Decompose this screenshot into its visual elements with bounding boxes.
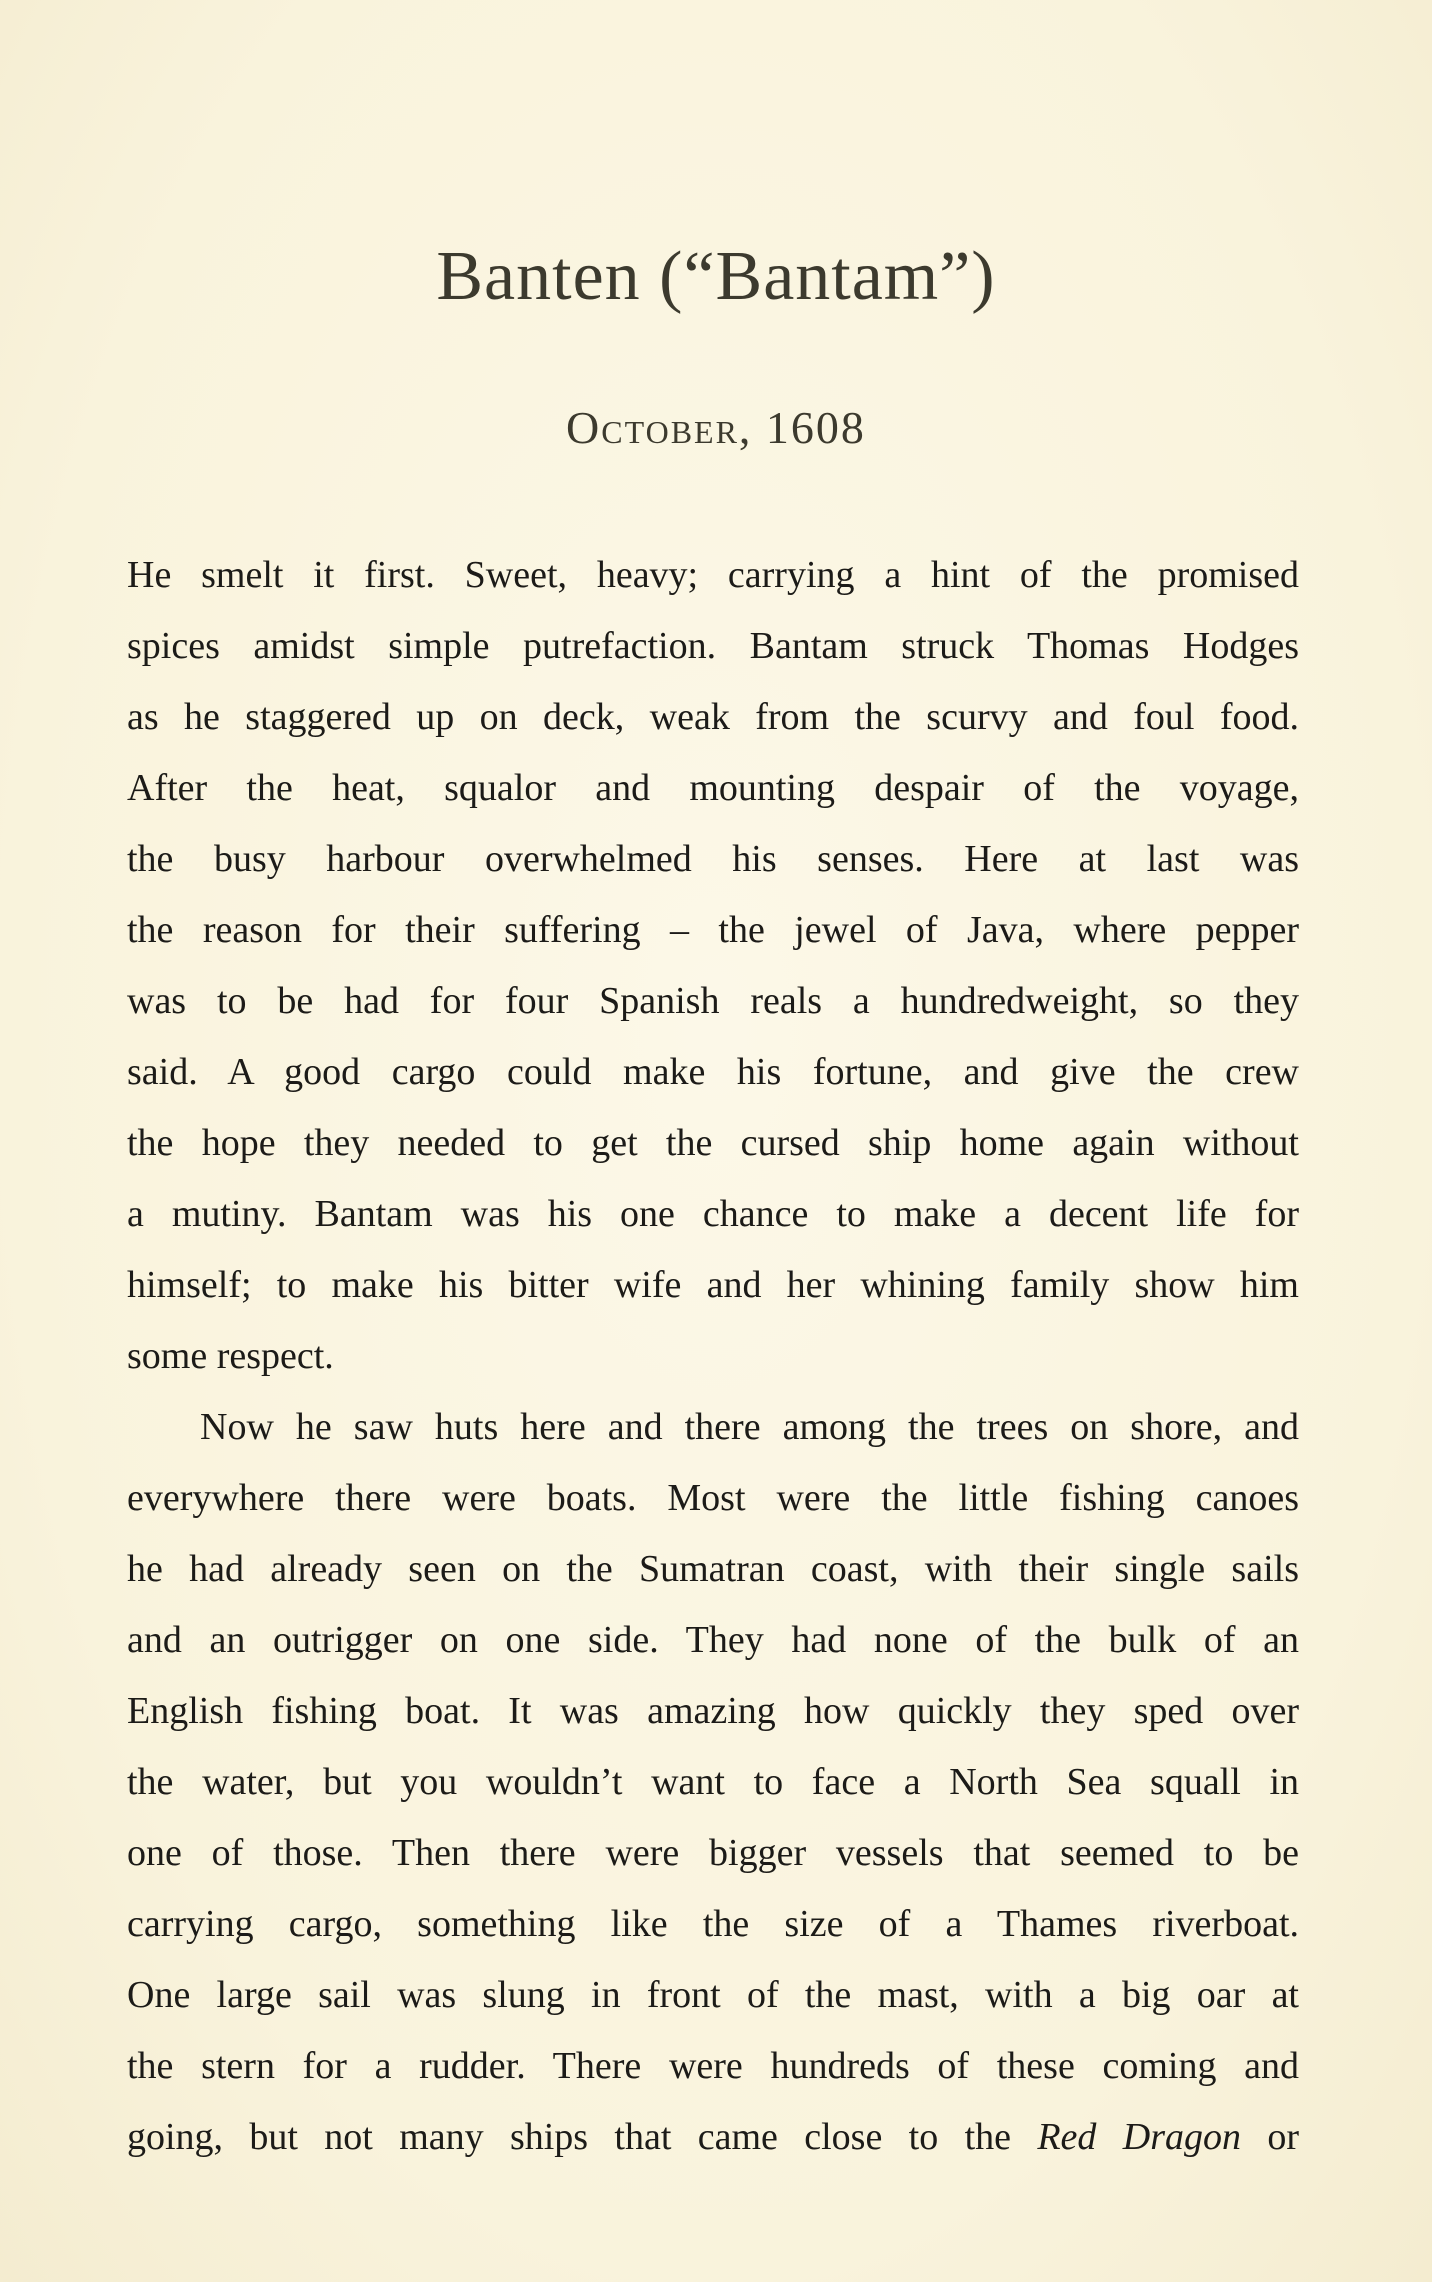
text-line: the hope they needed to get the cursed ship home again without [127, 1122, 1299, 1164]
text-line-final [127, 2102, 1299, 2173]
text-line: a mutiny. Bantam was his one chance to make a decent life for [127, 1193, 1299, 1235]
text-line: and an outrigger on one side. They had none of the bulk of an [127, 1619, 1299, 1661]
text-line: One large sail was slung in front of the mast, with a big oar at [127, 1974, 1299, 2016]
text-line: everywhere there were boats. Most were the little fishing canoes [127, 1477, 1299, 1519]
text-line: some respect. [127, 1335, 334, 1377]
text-line: English fishing boat. It was amazing how quickly they sped over [127, 1690, 1299, 1732]
text-line: the reason for their suffering – the jewel of Java, where pepper [127, 909, 1299, 951]
paragraph [127, 1392, 1299, 2173]
text-line: the stern for a rudder. There were hundreds of these coming and [127, 2045, 1299, 2087]
ship-name: Red Dragon [1037, 2116, 1241, 2158]
text-line: After the heat, squalor and mounting despair of the voyage, [127, 767, 1299, 809]
text-line: was to be had for four Spanish reals a hundredweight, so they [127, 980, 1299, 1022]
text-line: as he staggered up on deck, weak from the scurvy and foul food. [127, 696, 1299, 738]
chapter-dateline: October, 1608 [566, 402, 866, 453]
text-line: he had already seen on the Sumatran coast, with their single sails [127, 1548, 1299, 1590]
text-line: one of those. Then there were bigger vessels that seemed to be [127, 1832, 1299, 1874]
chapter-title: Banten (“Bantam”) [436, 238, 996, 315]
text-line: Now he saw huts here and there among the trees on shore, and [200, 1406, 1299, 1448]
text-line: spices amidst simple putrefaction. Bantam struck Thomas Hodges [127, 625, 1299, 667]
text-line: himself; to make his bitter wife and her whining family show him [127, 1264, 1299, 1306]
text-fragment: or [1267, 2116, 1299, 2158]
text-line: carrying cargo, something like the size of a Thames riverboat. [127, 1903, 1299, 1945]
text-line: the busy harbour overwhelmed his senses. Here at last was [127, 838, 1299, 880]
text-line: the water, but you wouldn’t want to face a North Sea squall in [127, 1761, 1299, 1803]
text-fragment: going, but not many ships that came close to the [127, 2116, 1011, 2158]
text-line: He smelt it first. Sweet, heavy; carrying a hint of the promised [127, 554, 1299, 596]
paragraph [127, 540, 1299, 1392]
text-line: said. A good cargo could make his fortune, and give the crew [127, 1051, 1299, 1093]
chapter-body [127, 540, 1299, 2173]
